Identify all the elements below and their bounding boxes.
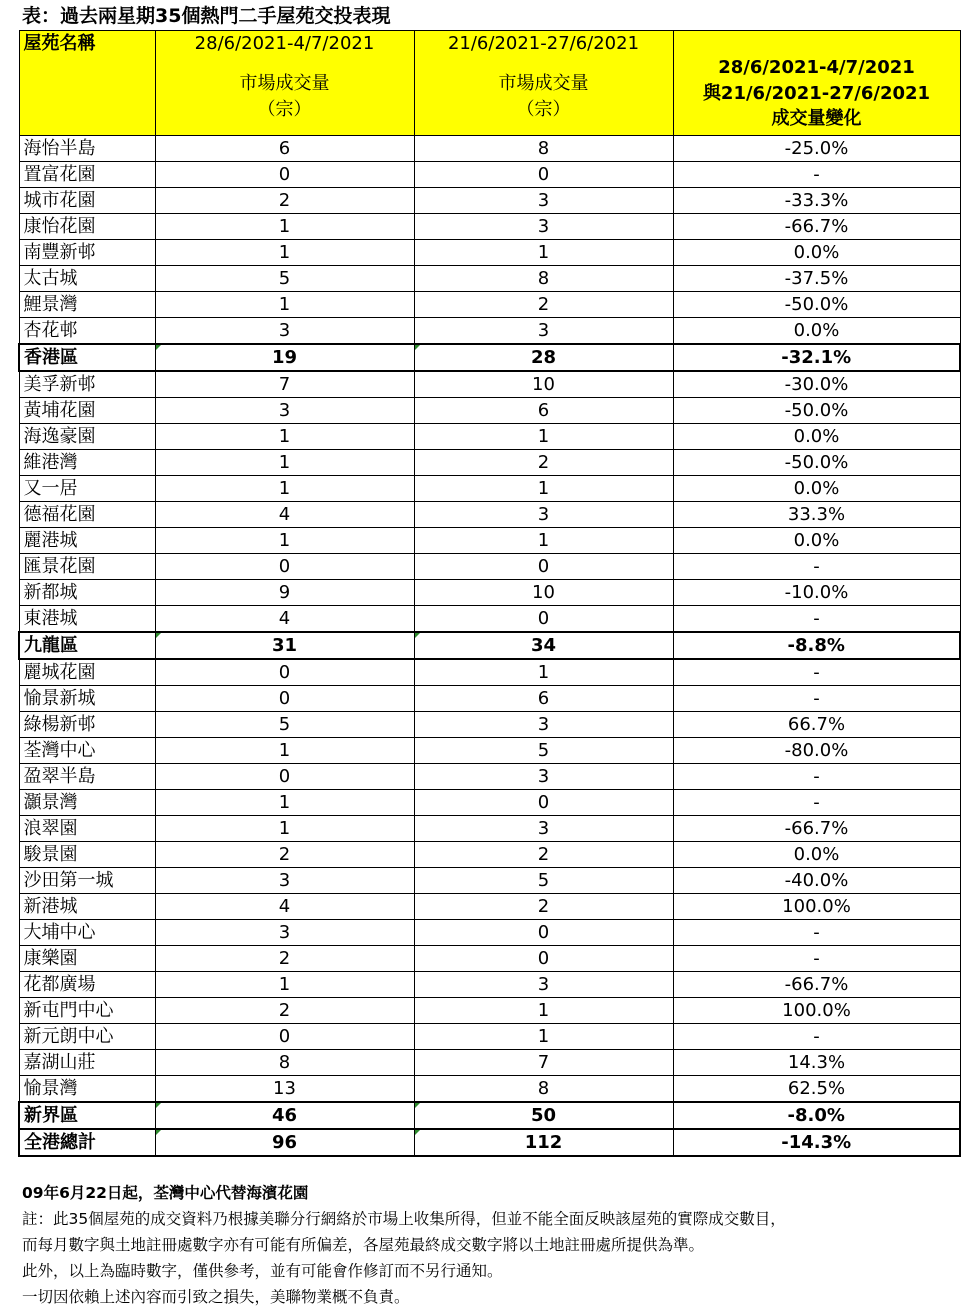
table-row xyxy=(19,502,960,528)
previous-volume-cell: 1 xyxy=(414,998,673,1024)
current-volume-cell: 4 xyxy=(155,606,414,633)
current-volume-cell: 1 xyxy=(155,528,414,554)
table-row xyxy=(19,528,960,554)
change-cell: -33.3% xyxy=(673,188,960,214)
previous-volume-cell: 0 xyxy=(414,162,673,188)
estate-name-cell: 麗城花園 xyxy=(19,659,155,686)
previous-volume-cell: 1 xyxy=(414,476,673,502)
footnote-replacement: 09年6月22日起，荃灣中心代替海濱花園 xyxy=(22,1184,309,1202)
table-row xyxy=(19,450,960,476)
previous-volume-cell: 0 xyxy=(414,920,673,946)
change-cell: -66.7% xyxy=(673,972,960,998)
table-row xyxy=(19,162,960,188)
table-row xyxy=(19,764,960,790)
change-cell: 66.7% xyxy=(673,712,960,738)
current-volume-cell: 1 xyxy=(155,424,414,450)
previous-volume-cell: 5 xyxy=(414,738,673,764)
table-row xyxy=(19,1024,960,1050)
estate-name-cell: 全港總計 xyxy=(19,1129,155,1156)
table-row xyxy=(19,214,960,240)
table-row xyxy=(19,188,960,214)
footnote-disclaimer: 一切因依賴上述內容而引致之損失，美聯物業概不負責。 xyxy=(22,1288,410,1306)
estate-name-cell: 東港城 xyxy=(19,606,155,633)
estate-name-cell: 花都廣場 xyxy=(19,972,155,998)
change-cell: 0.0% xyxy=(673,528,960,554)
change-cell: -50.0% xyxy=(673,292,960,318)
previous-volume-cell: 3 xyxy=(414,318,673,345)
subtotal-row xyxy=(19,632,960,659)
current-volume-cell: 7 xyxy=(155,371,414,398)
table-row xyxy=(19,292,960,318)
change-cell: 33.3% xyxy=(673,502,960,528)
table-row xyxy=(19,659,960,686)
estate-name-cell: 黃埔花園 xyxy=(19,398,155,424)
table-row xyxy=(19,816,960,842)
current-volume-cell: 4 xyxy=(155,502,414,528)
table-row xyxy=(19,266,960,292)
table-row xyxy=(19,972,960,998)
change-cell: - xyxy=(673,686,960,712)
previous-volume-cell: 3 xyxy=(414,502,673,528)
current-volume-cell: 0 xyxy=(155,554,414,580)
table-row xyxy=(19,1076,960,1103)
previous-volume-cell: 2 xyxy=(414,292,673,318)
current-volume-cell: 1 xyxy=(155,790,414,816)
table-row xyxy=(19,946,960,972)
current-volume-cell: 3 xyxy=(155,920,414,946)
subtotal-row xyxy=(19,1129,960,1156)
estate-name-cell: 海怡半島 xyxy=(19,136,155,162)
previous-volume-cell: 3 xyxy=(414,816,673,842)
current-volume-cell: 3 xyxy=(155,318,414,345)
estate-name-cell: 匯景花園 xyxy=(19,554,155,580)
table-row xyxy=(19,476,960,502)
estate-name-cell: 新港城 xyxy=(19,894,155,920)
estate-name-cell: 盈翠半島 xyxy=(19,764,155,790)
estate-name-cell: 維港灣 xyxy=(19,450,155,476)
estate-name-cell: 太古城 xyxy=(19,266,155,292)
table-row xyxy=(19,1050,960,1076)
change-cell: - xyxy=(673,659,960,686)
estate-name-cell: 康樂園 xyxy=(19,946,155,972)
current-volume-cell: 96 xyxy=(155,1129,414,1156)
previous-volume-cell: 8 xyxy=(414,266,673,292)
current-volume-cell: 0 xyxy=(155,162,414,188)
table-row xyxy=(19,868,960,894)
current-volume-cell: 4 xyxy=(155,894,414,920)
current-volume-cell: 2 xyxy=(155,998,414,1024)
current-volume-cell: 1 xyxy=(155,214,414,240)
current-volume-cell: 1 xyxy=(155,816,414,842)
current-volume-cell: 5 xyxy=(155,712,414,738)
change-cell: - xyxy=(673,790,960,816)
estate-name-cell: 康怡花園 xyxy=(19,214,155,240)
header-previous-period: 21/6/2021-27/6/2021 市場成交量 （宗） xyxy=(414,31,673,136)
current-volume-cell: 0 xyxy=(155,764,414,790)
header-current-period: 28/6/2021-4/7/2021 市場成交量 （宗） xyxy=(155,31,414,136)
estate-name-cell: 城市花園 xyxy=(19,188,155,214)
estate-name-cell: 駿景園 xyxy=(19,842,155,868)
transactions-table xyxy=(18,30,961,1157)
table-row xyxy=(19,790,960,816)
current-volume-cell: 8 xyxy=(155,1050,414,1076)
change-cell: 0.0% xyxy=(673,476,960,502)
estate-name-cell: 新元朗中心 xyxy=(19,1024,155,1050)
change-cell: -40.0% xyxy=(673,868,960,894)
change-cell: - xyxy=(673,946,960,972)
change-cell: -80.0% xyxy=(673,738,960,764)
estate-name-cell: 嘉湖山莊 xyxy=(19,1050,155,1076)
previous-volume-cell: 0 xyxy=(414,946,673,972)
previous-volume-cell: 2 xyxy=(414,842,673,868)
change-cell: -32.1% xyxy=(673,344,960,371)
previous-volume-cell: 2 xyxy=(414,894,673,920)
current-volume-cell: 2 xyxy=(155,842,414,868)
change-cell: - xyxy=(673,162,960,188)
previous-volume-cell: 1 xyxy=(414,424,673,450)
current-volume-cell: 46 xyxy=(155,1102,414,1129)
estate-name-cell: 大埔中心 xyxy=(19,920,155,946)
previous-volume-cell: 1 xyxy=(414,659,673,686)
change-cell: -50.0% xyxy=(673,398,960,424)
previous-volume-cell: 0 xyxy=(414,790,673,816)
change-cell: -66.7% xyxy=(673,816,960,842)
header-estate-name: 屋苑名稱 xyxy=(19,31,155,136)
current-volume-cell: 1 xyxy=(155,476,414,502)
current-volume-cell: 19 xyxy=(155,344,414,371)
current-volume-cell: 1 xyxy=(155,738,414,764)
change-cell: - xyxy=(673,920,960,946)
table-row xyxy=(19,606,960,633)
subtotal-row xyxy=(19,1102,960,1129)
estate-name-cell: 美孚新邨 xyxy=(19,371,155,398)
estate-name-cell: 又一居 xyxy=(19,476,155,502)
previous-volume-cell: 8 xyxy=(414,1076,673,1103)
change-cell: - xyxy=(673,606,960,633)
estate-name-cell: 新屯門中心 xyxy=(19,998,155,1024)
previous-volume-cell: 3 xyxy=(414,972,673,998)
previous-volume-cell: 34 xyxy=(414,632,673,659)
table-row xyxy=(19,424,960,450)
previous-volume-cell: 3 xyxy=(414,188,673,214)
table-row xyxy=(19,920,960,946)
current-volume-cell: 1 xyxy=(155,972,414,998)
previous-volume-cell: 28 xyxy=(414,344,673,371)
estate-name-cell: 綠楊新邨 xyxy=(19,712,155,738)
estate-name-cell: 沙田第一城 xyxy=(19,868,155,894)
estate-name-cell: 杏花邨 xyxy=(19,318,155,345)
footnote-variance: 而每月數字與土地註冊處數字亦有可能有所偏差，各屋苑最終成交數字將以土地註冊處所提供為準。 xyxy=(22,1236,705,1254)
estate-name-cell: 新界區 xyxy=(19,1102,155,1129)
estate-name-cell: 鯉景灣 xyxy=(19,292,155,318)
estate-name-cell: 愉景新城 xyxy=(19,686,155,712)
previous-volume-cell: 3 xyxy=(414,214,673,240)
current-volume-cell: 13 xyxy=(155,1076,414,1103)
change-cell: 100.0% xyxy=(673,894,960,920)
estate-name-cell: 海逸豪園 xyxy=(19,424,155,450)
change-cell: -10.0% xyxy=(673,580,960,606)
table-row xyxy=(19,398,960,424)
change-cell: -8.8% xyxy=(673,632,960,659)
estate-name-cell: 荃灣中心 xyxy=(19,738,155,764)
estate-name-cell: 新都城 xyxy=(19,580,155,606)
previous-volume-cell: 0 xyxy=(414,554,673,580)
current-volume-cell: 31 xyxy=(155,632,414,659)
subtotal-row xyxy=(19,344,960,371)
current-volume-cell: 3 xyxy=(155,868,414,894)
estate-name-cell: 德福花園 xyxy=(19,502,155,528)
change-cell: - xyxy=(673,554,960,580)
table-row xyxy=(19,738,960,764)
previous-volume-cell: 6 xyxy=(414,686,673,712)
previous-volume-cell: 2 xyxy=(414,450,673,476)
change-cell: 62.5% xyxy=(673,1076,960,1103)
previous-volume-cell: 0 xyxy=(414,606,673,633)
table-row xyxy=(19,136,960,162)
footnote-source: 註：此35個屋苑的成交資料乃根據美聯分行網絡於市場上收集所得，但並不能全面反映該屋苑的實際成交數目， xyxy=(22,1210,786,1228)
previous-volume-cell: 1 xyxy=(414,240,673,266)
previous-volume-cell: 1 xyxy=(414,528,673,554)
table-body xyxy=(19,136,960,1157)
previous-volume-cell: 5 xyxy=(414,868,673,894)
current-volume-cell: 2 xyxy=(155,188,414,214)
current-volume-cell: 0 xyxy=(155,1024,414,1050)
change-cell: -66.7% xyxy=(673,214,960,240)
header-change: 28/6/2021-4/7/2021 與21/6/2021-27/6/2021 成交量變化 xyxy=(673,31,960,136)
previous-volume-cell: 7 xyxy=(414,1050,673,1076)
current-volume-cell: 5 xyxy=(155,266,414,292)
estate-name-cell: 麗港城 xyxy=(19,528,155,554)
current-volume-cell: 3 xyxy=(155,398,414,424)
table-row xyxy=(19,894,960,920)
footnotes xyxy=(22,1180,962,1310)
table-row xyxy=(19,998,960,1024)
current-volume-cell: 2 xyxy=(155,946,414,972)
estate-name-cell: 九龍區 xyxy=(19,632,155,659)
estate-name-cell: 灝景灣 xyxy=(19,790,155,816)
table-row xyxy=(19,580,960,606)
previous-volume-cell: 3 xyxy=(414,712,673,738)
previous-volume-cell: 3 xyxy=(414,764,673,790)
change-cell: 0.0% xyxy=(673,424,960,450)
change-cell: 0.0% xyxy=(673,318,960,345)
change-cell: -14.3% xyxy=(673,1129,960,1156)
previous-volume-cell: 10 xyxy=(414,371,673,398)
table-row xyxy=(19,842,960,868)
estate-name-cell: 南豐新邨 xyxy=(19,240,155,266)
current-volume-cell: 0 xyxy=(155,659,414,686)
estate-name-cell: 浪翠園 xyxy=(19,816,155,842)
previous-volume-cell: 8 xyxy=(414,136,673,162)
current-volume-cell: 6 xyxy=(155,136,414,162)
estate-name-cell: 置富花園 xyxy=(19,162,155,188)
current-volume-cell: 1 xyxy=(155,292,414,318)
current-volume-cell: 0 xyxy=(155,686,414,712)
change-cell: 0.0% xyxy=(673,842,960,868)
current-volume-cell: 1 xyxy=(155,240,414,266)
estate-name-cell: 香港區 xyxy=(19,344,155,371)
footnote-provisional: 此外，以上為臨時數字，僅供參考，並有可能會作修訂而不另行通知。 xyxy=(22,1262,503,1280)
change-cell: 100.0% xyxy=(673,998,960,1024)
current-volume-cell: 9 xyxy=(155,580,414,606)
change-cell: -25.0% xyxy=(673,136,960,162)
change-cell: - xyxy=(673,764,960,790)
change-cell: -37.5% xyxy=(673,266,960,292)
previous-volume-cell: 112 xyxy=(414,1129,673,1156)
table-row xyxy=(19,318,960,345)
change-cell: - xyxy=(673,1024,960,1050)
change-cell: -30.0% xyxy=(673,371,960,398)
estate-name-cell: 愉景灣 xyxy=(19,1076,155,1103)
previous-volume-cell: 1 xyxy=(414,1024,673,1050)
change-cell: 0.0% xyxy=(673,240,960,266)
table-row xyxy=(19,554,960,580)
table-title: 表：過去兩星期35個熱門二手屋苑交投表現 xyxy=(22,5,391,27)
change-cell: -50.0% xyxy=(673,450,960,476)
change-cell: 14.3% xyxy=(673,1050,960,1076)
current-volume-cell: 1 xyxy=(155,450,414,476)
table-row xyxy=(19,240,960,266)
previous-volume-cell: 10 xyxy=(414,580,673,606)
previous-volume-cell: 50 xyxy=(414,1102,673,1129)
table-row xyxy=(19,371,960,398)
header-row xyxy=(19,31,960,136)
change-cell: -8.0% xyxy=(673,1102,960,1129)
previous-volume-cell: 6 xyxy=(414,398,673,424)
table-row xyxy=(19,712,960,738)
table-row xyxy=(19,686,960,712)
